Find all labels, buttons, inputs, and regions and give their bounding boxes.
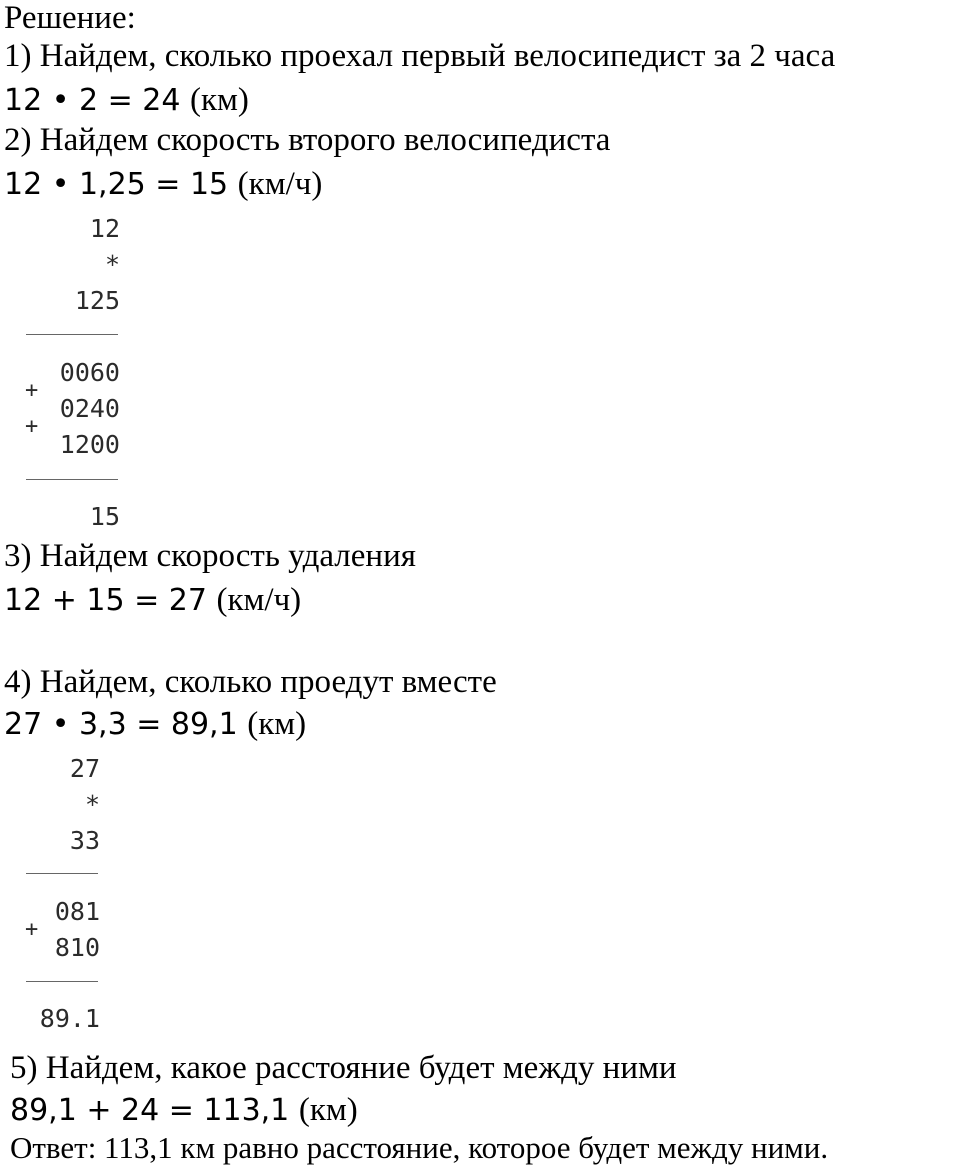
- calc2-partial-1: 081: [54, 897, 100, 926]
- calc1-plus-1: +: [25, 378, 39, 403]
- heading: Решение:: [4, 0, 136, 36]
- calc1-partial-3: 1200: [59, 430, 120, 459]
- step-2-expr: 12 • 1,25 = 15: [4, 167, 229, 202]
- calc1-rule-top: [26, 334, 118, 335]
- calc1-multiplicand: 12: [89, 214, 120, 243]
- calc2-plus-1: +: [25, 917, 39, 942]
- step-2-unit: (км/ч): [237, 166, 323, 202]
- calc1-operator: *: [104, 250, 120, 279]
- step-3-expr: 12 + 15 = 27: [4, 583, 207, 618]
- step-1-expr: 12 • 2 = 24: [4, 83, 181, 118]
- step-5-expr: 89,1 + 24 = 113,1: [10, 1093, 290, 1128]
- step-4-title: 4) Найдем, сколько проедут вместе: [4, 664, 497, 700]
- calc2-rule-bottom: [26, 981, 98, 982]
- step-3-unit: (км/ч): [216, 582, 302, 618]
- calc2-multiplier: 33: [69, 826, 100, 855]
- step-4-expression: [4, 706, 306, 743]
- step-4-expr: 27 • 3,3 = 89,1: [4, 707, 238, 742]
- step-3-title: 3) Найдем скорость удаления: [4, 538, 416, 574]
- step-5-title: 5) Найдем, какое расстояние будет между ними: [10, 1050, 677, 1086]
- step-2-expression: [4, 166, 322, 203]
- calc1-multiplier: 125: [74, 286, 120, 315]
- calc1-result: 15: [89, 502, 120, 531]
- calc2-operator: *: [84, 790, 100, 819]
- step-1-title: 1) Найдем, сколько проехал первый велосипедист за 2 часа: [4, 38, 836, 74]
- step-5-expression: [10, 1092, 358, 1129]
- calc2-multiplicand: 27: [69, 754, 100, 783]
- answer: Ответ: 113,1 км равно расстояние, которое будет между ними.: [10, 1130, 829, 1165]
- step-1-expression: [4, 82, 249, 119]
- step-2-title: 2) Найдем скорость второго велосипедиста: [4, 122, 611, 158]
- calc1-partial-2: 0240: [59, 394, 120, 423]
- calc2-rule-top: [26, 873, 98, 874]
- calc1-plus-2: +: [25, 414, 39, 439]
- calc1-rule-bottom: [26, 479, 118, 480]
- step-3-expression: [4, 582, 301, 619]
- calc2-partial-2: 810: [54, 933, 100, 962]
- step-4-unit: (км): [247, 706, 307, 742]
- calc1-partial-1: 0060: [59, 358, 120, 387]
- step-1-unit: (км): [189, 82, 249, 118]
- calc2-result: 89.1: [39, 1004, 100, 1033]
- step-5-unit: (км): [298, 1092, 358, 1128]
